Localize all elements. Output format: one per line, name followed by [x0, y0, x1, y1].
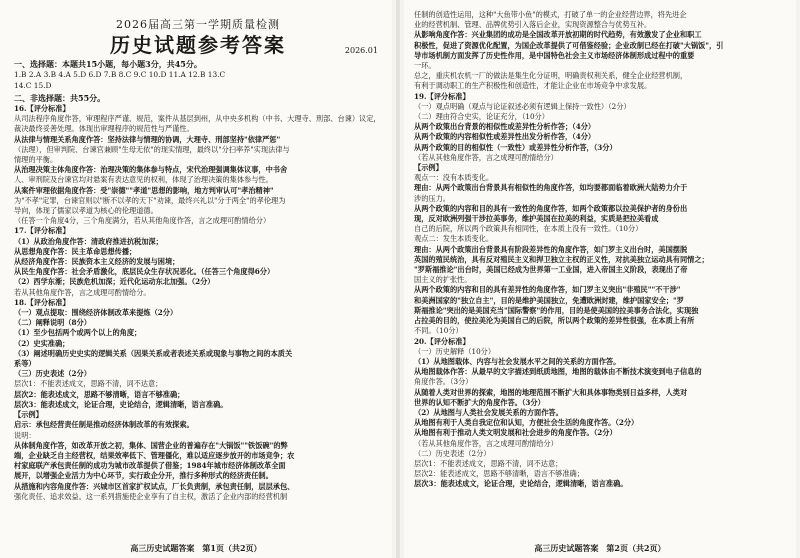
text-line: 观点二：发生本质变化。 — [414, 234, 494, 244]
text-line: 裁决最终妥善处理。体现出审理程序的规范性与严谨性。 — [14, 124, 194, 134]
text-line: 斯福推论"突出的是美国充当"国际警察"的作用，目的是使美国的拉美事务合法化，实现独 — [414, 305, 699, 315]
section1-heading: 一、选择题：本题共15小题，每小题3分，共45分。 — [14, 59, 202, 69]
text-line: 自己的后院，所以两个政策具有相同性，在本质上没有一致性。（10分） — [414, 224, 643, 234]
text-line: 层次1：不能表述成文，思路不清，词不达意； — [414, 458, 563, 468]
text-line: 从两个政策的内容和目的具有一致性的角度作答，如两个政策都以拉美保护者的身份出 — [414, 203, 688, 213]
text-line: 从司法程序角度作答，审理程序严谨、规范，案件从基层到州，从中央多机构（中书、大理寺、刑部、台谏）议定， — [14, 114, 381, 124]
text-line: 涉的压力。 — [414, 193, 450, 203]
text-line: （一）历史解释（10分） — [414, 346, 496, 356]
text-line: 观点一：没有本质变化。 — [414, 173, 494, 183]
page-gutter — [396, 0, 400, 558]
text-line: （二）阐释说明（8分） — [14, 318, 91, 328]
text-line: 理由：从两个政策出台背景具有相似性的角度作答，如均要都面临着欧洲大陆势力介于 — [414, 183, 688, 193]
text-line: （任答一个角度4分，三个角度满分，若从其他角度作答，言之成理可酌情给分） — [14, 216, 271, 226]
text-line: 从地图有利于人类自我定位和认知，方便社会生活的角度作答。（2分） — [414, 418, 639, 428]
text-line: （若从其他角度作答，言之成理可酌情给分） — [414, 152, 558, 162]
text-line: "罗斯福推论"出台时，美国已经成为世界第一工业国，进入帝国主义阶段，表现出了帝 — [414, 265, 688, 275]
text-line: 总之，重庆机农机一厂的做法是集生化分证明，明确责权利关系，健全企业经营机制， — [414, 71, 688, 81]
text-line: （2）史实准确； — [14, 338, 70, 348]
text-line: 从影响角度作答：兴业集团的成功是全国改革开放初期的时代趋势，有效激发了企业和职工 — [414, 30, 702, 40]
text-line: 层次2：能表述成文，思路不够清晰，语言不够准确； — [414, 469, 584, 479]
text-line: 积极性，促进了资源优化配置，为国企改革提供了可借鉴经验；企业改制已经在打破"大锅饭"，引 — [414, 40, 724, 50]
text-line: 启示：承包经营责任制是推动经济体制改革的有效探索。 — [14, 420, 194, 430]
doc-title: 历史试题参考答案 — [110, 33, 286, 57]
page-1-footer: 高三历史试题答案 第1页（共2页） — [130, 543, 262, 553]
text-line: 16.【评分标准】 — [14, 104, 70, 113]
text-line: （1）至少包括两个或两个以上的角度； — [14, 328, 142, 338]
text-line: 一环。 — [414, 61, 436, 71]
exam-title: 2026届高三第一学期质量检测 — [116, 18, 280, 31]
text-line: 现，反对欧洲列强干涉拉美事务，维护美国在拉美的利益，实质是把拉美看成 — [414, 214, 659, 224]
text-line: 从案件审理依据角度作答：受"崇德""孝道"思想的影响，地方判审认可"孝治精神" — [14, 185, 274, 195]
text-line: 导市场机制方面发挥了历史性作用，是中国特色社会主义市场经济体制形成过程中的重要 — [414, 50, 695, 60]
text-line: 从体制角度作答，如改革开放之初，集体、国营企业的普遍存在"大锅饭""铁饭碗"的弊 — [14, 440, 288, 450]
text-line: 为"不孝"定罪，台谏官则以"断不以孝的天下"劝谏，最终兴礼以"分于两全"的孝伦理为 — [14, 195, 286, 205]
text-line: 从地图有利于推动人类文明发展和社会进步的角度作答。（2分） — [414, 428, 617, 438]
text-line: 从措施和内容角度作答：兴城市区首家扩权试点，厂长负责制，承包责任制，层层承包、 — [14, 481, 295, 491]
text-line: 英国的殖民统治，具有反对殖民主义和捍卫独立主权的正义性，对抗美独立运动具有同情之； — [414, 254, 709, 264]
text-line: 从治理决策主体角度作答：治理决策的集体参与特点，宋代治理强调集体议事，中书舍 — [14, 165, 288, 175]
text-line: 18.【评分标准】 — [14, 297, 70, 307]
text-line: （二）理由符合史实，论证充分，（10分） — [414, 112, 549, 122]
page-1 — [0, 0, 392, 558]
text-line: （若从其他角度作答，言之成理可酌情给分） — [414, 438, 558, 448]
text-line: 17.【评分标准】 — [14, 226, 70, 236]
text-line: 若从其他角度作答，言之成理可酌情给分。 — [14, 287, 151, 297]
text-line: 【示例】 — [414, 163, 443, 173]
text-line: 强化责任、追求效益。这一系列措施使企业享有了自主权，激活了企业内部的经营机制 — [14, 491, 288, 501]
text-line: 层次1：不能表述成文，思路不清，词不达意； — [14, 379, 163, 389]
text-line: （1）从政治角度作答：清政府推进抗税加深； — [14, 236, 163, 246]
text-line: 从经济角度作答：民族资本主义经济的发展与困境； — [14, 257, 180, 267]
text-line: （3）阐述明确历史史实的逻辑关系（因果关系或者表述关系或现象与事物之间的本质关 — [14, 348, 293, 358]
text-line: 不同。（10分） — [414, 326, 463, 336]
page-1-body — [14, 104, 382, 502]
text-line: 展开，以增强企业活力为中心环节，实行政企分开，推行多种形式的经济责任制。 — [14, 471, 273, 481]
text-line: 系等） — [14, 359, 36, 369]
text-line: 从两个政策的目的相似性（一致性）或差异性分析作答，（3分） — [414, 142, 617, 152]
text-line: 从地图载体作答：从最早的文字描述到纸质地图，地图的载体由不断技术演变到电子信息的 — [414, 367, 702, 377]
text-line: （一）观点提取：围绕经济体制改革来提炼（2分） — [14, 308, 178, 318]
text-line: 层次2：能表述成文，思路不够清晰，语言不够准确； — [14, 389, 185, 399]
text-line: （2）从地图与人类社会发展关系的方面作答。 — [414, 407, 563, 417]
text-line: 从法律与情理关系角度作答：坚持法律与情理的协调，大理寺、刑部坚持"依律严惩" — [14, 134, 281, 144]
page-2-body — [414, 10, 784, 490]
text-line: （一）观点明确（观点与论证叙述必须有逻辑上保持一致性）（2分） — [414, 101, 631, 111]
doc-date: 2026.01 — [344, 46, 378, 55]
text-line: 占拉美的目的，使拉美沦为美国自己的后院，所以两个政策的差异性很强，在本质上有所 — [414, 316, 695, 326]
answers-row-1: 1.B 2.A 3.B 4.A 5.D 6.D 7.B 8.C 9.C 10.D 11.A 12.B 13.C — [14, 70, 226, 79]
text-line: 导向，体现了儒家以孝道为核心的伦理道德。 — [14, 206, 158, 216]
text-line: （二）历史表述（2分） — [414, 448, 491, 458]
text-line: 世界的认知不断扩大的角度作答。（3分） — [414, 397, 545, 407]
text-line: 层次3：能表述成文，论证合理，史论结合，逻辑清晰，语言准确。 — [14, 399, 228, 409]
text-line: 理由：从两个政策出台背景具有阶段差异性的角度作答，如门罗主义出台时，美国摆脱 — [414, 244, 688, 254]
text-line: 情理的平衡。 — [14, 155, 58, 165]
text-line: 业的经营机制、管理、品牌优势引入落后企业，实现资源整合与优势互补。 — [414, 20, 652, 30]
text-line: 从随着人类对世界的探索，地图的地理范围不断扩大和具体事物类别日益多样，人类对 — [414, 387, 688, 397]
text-line: 和美洲国家的"独立自主"，目的是维护美国独立，免遭欧洲封建，维护国家安全；"罗 — [414, 295, 684, 305]
doc-title-row — [14, 33, 382, 57]
text-line: 19.【评分标准】 — [414, 91, 470, 101]
page-2-footer: 高三历史试题答案 第2页（共2页） — [534, 543, 666, 553]
text-line: （2）西学东渐；民族危机加深；近代化运动东北加强。（2分） — [14, 277, 215, 287]
text-line: 20.【评分标准】 — [414, 336, 470, 346]
answers-row-2: 14.C 15.D — [14, 80, 52, 90]
text-line: 层次3：能表述成文，论证合理，史论结合，逻辑清晰，语言准确。 — [414, 479, 628, 489]
text-line: 从两个政策的内容相似性或差异性出发分析作答，（4分） — [414, 132, 596, 142]
text-line: （三）历史表述（2分） — [14, 369, 91, 379]
text-line: （1）从地图载体、内容与社会发展水平之间的关系的方面作答。 — [414, 356, 621, 366]
text-line: 任制的创造性运用，这种"大鱼带小鱼"的模式，打破了单一的企业经营边界，将先进企 — [414, 10, 687, 19]
text-line: 有利于调动职工的生产积极性和创造性，才能让企业在市场竞争中求发展。 — [414, 81, 652, 91]
text-line: 从民生角度作答：社会矛盾激化，底层民众生存状况恶化。（任答三个角度得6分） — [14, 267, 275, 277]
text-line: 人、审刑院及台谏官均对悬案有表达意见的权利，体现了治理决策的集体参与性。 — [14, 175, 273, 185]
text-line: 角度作答。（3分） — [414, 377, 473, 387]
page-2 — [404, 0, 796, 558]
text-line: 村家庭联产承包责任制的成功为城市改革提供了借鉴；1984年城市经济体制改革全面 — [14, 461, 286, 471]
text-line: 【示例】 — [14, 410, 43, 420]
text-line: 从两个政策的内容和目的具有差异性的角度作答，如门罗主义突出"非殖民""不干涉" — [414, 285, 681, 295]
text-line: 端，企业缺乏自主经营权，结果效率低下、管理僵化，难以适应逐步放开的市场竞争；农 — [14, 450, 295, 460]
text-line: 从思想角度作答：民主革命思想传播； — [14, 246, 137, 256]
text-line: （法理），但审判院、台谏官兼顾"生母无依"的现实情理，最终以"分扫率养"实现法律与 — [14, 144, 290, 154]
text-line: 说明： — [14, 430, 36, 440]
text-line: 国主义的扩张性。 — [414, 275, 472, 285]
text-line: 从两个政策出台背景的相似性或差异性分析作答；（4分） — [414, 122, 596, 132]
section2-heading: 二、非选择题：共55分。 — [14, 93, 106, 103]
